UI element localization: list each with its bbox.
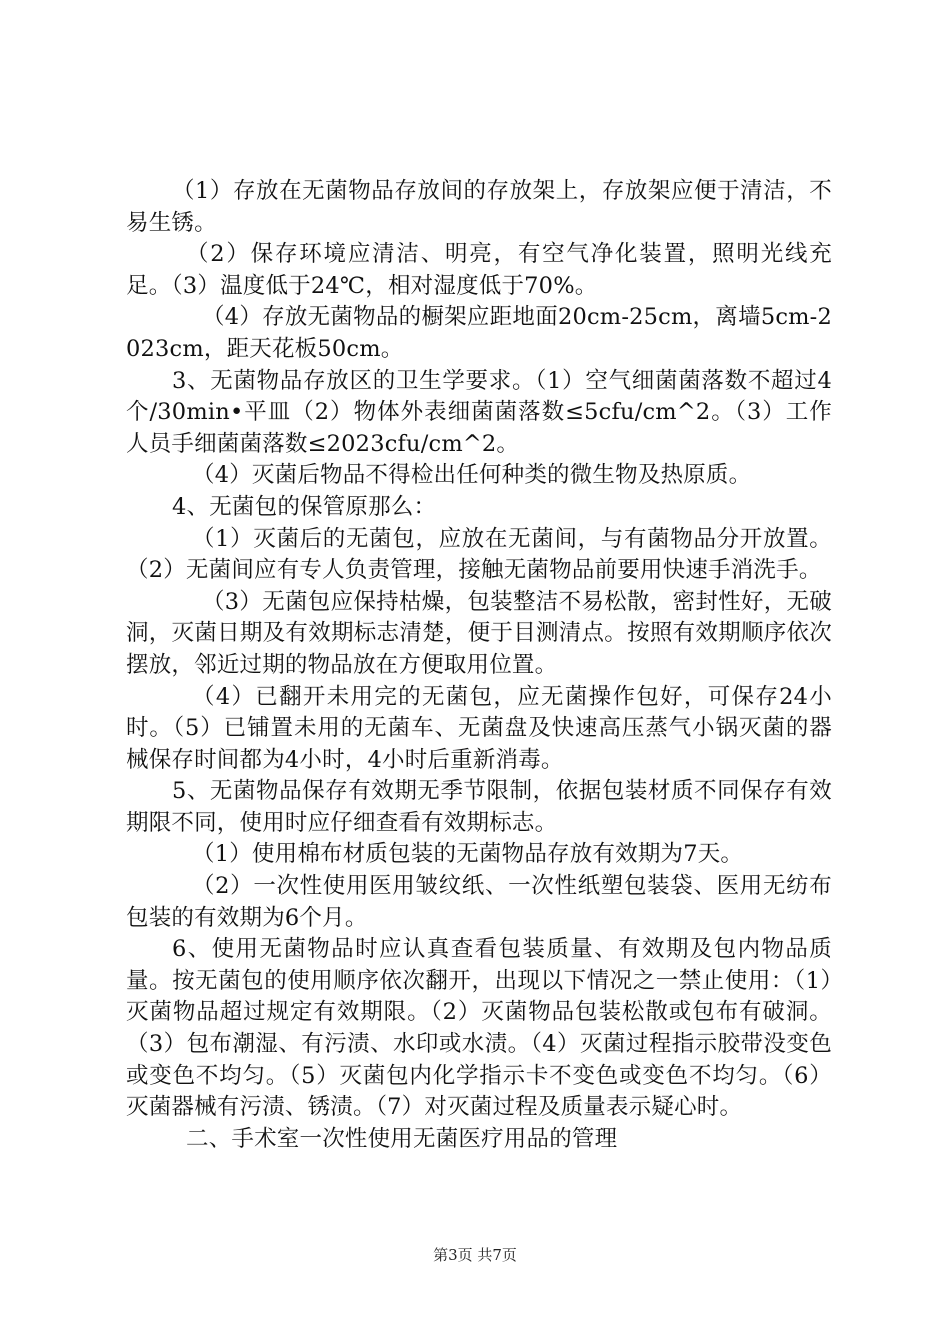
- paragraph-validity-period: 5、无菌物品保存有效期无季节限制，依据包装材质不同保存有效期限不同，使用时应仔细查看有效期标志。: [126, 778, 832, 836]
- paragraph-cotton-validity: （1）使用棉布材质包装的无菌物品存放有效期为7天。: [192, 841, 744, 868]
- paragraph-sterile-room: （1）灭菌后的无菌包，应放在无菌间，与有菌物品分开放置。（2）无菌间应有专人负责管理，接触无菌物品前要用快速手消洗手。: [126, 525, 832, 584]
- paragraph-storage-rack: （1）存放在无菌物品存放间的存放架上，存放架应便于清洁，不易生锈。: [126, 178, 832, 236]
- paragraph-opened-package: （4）已翻开未用完的无菌包，应无菌操作包好，可保存24小时。（5）已铺置未用的无菌车、无菌盘及快速高压蒸气小锅灭菌的器械保存时间都为4小时，4小时后重新消毒。: [126, 683, 832, 773]
- paragraph-shelf-distance: （4）存放无菌物品的橱架应距地面20cm-25cm，离墙5cm-2023cm，距天花板50cm。: [126, 304, 832, 362]
- paragraph-package-principles: 4、无菌包的保管原那么：: [172, 493, 437, 520]
- document-body: [126, 176, 832, 1155]
- paragraph-no-microbes: （4）灭菌后物品不得检出任何种类的微生物及热原质。: [192, 462, 752, 489]
- paragraph-usage-check: 6、使用无菌物品时应认真查看包装质量、有效期及包内物品质量。按无菌包的使用顺序依次翻开，出现以下情况之一禁止使用：（1）灭菌物品超过规定有效期限。（2）灭菌物品包装松散或包布有破洞。（3）包布潮湿、有污渍、水印或水渍。（4）灭菌过程指示胶带没变色或变色不均匀。（5）灭菌包内化学指示卡不变色或变色不均匀。（6）灭菌器械有污渍、锈渍。（7）对灭菌过程及质量表示疑心时。: [126, 936, 832, 1121]
- paragraph-disposable-validity: （2）一次性使用医用皱纹纸、一次性纸塑包装袋、医用无纺布包装的有效期为6个月。: [126, 873, 832, 931]
- paragraph-package-dry: （3）无菌包应保持枯燥，包装整洁不易松散，密封性好，无破洞，灭菌日期及有效期标志清楚，便于目测清点。按照有效期顺序依次摆放，邻近过期的物品放在方便取用位置。: [126, 588, 832, 678]
- section-heading-disposable-supplies: 二、手术室一次性使用无菌医疗用品的管理: [186, 1125, 618, 1152]
- paragraph-hygiene-requirements: 3、无菌物品存放区的卫生学要求。（1）空气细菌菌落数不超过4个/30min•平皿（2）物体外表细菌菌落数≤5cfu/cm^2。（3）工作人员手细菌菌落数≤2023cfu/cm^2。: [126, 367, 832, 457]
- page-number-footer: 第3页 共7页: [433, 1246, 517, 1264]
- paragraph-storage-environment: （2）保存环境应清洁、明亮，有空气净化装置，照明光线充足。（3）温度低于24℃，相对湿度低于70%。: [126, 241, 832, 299]
